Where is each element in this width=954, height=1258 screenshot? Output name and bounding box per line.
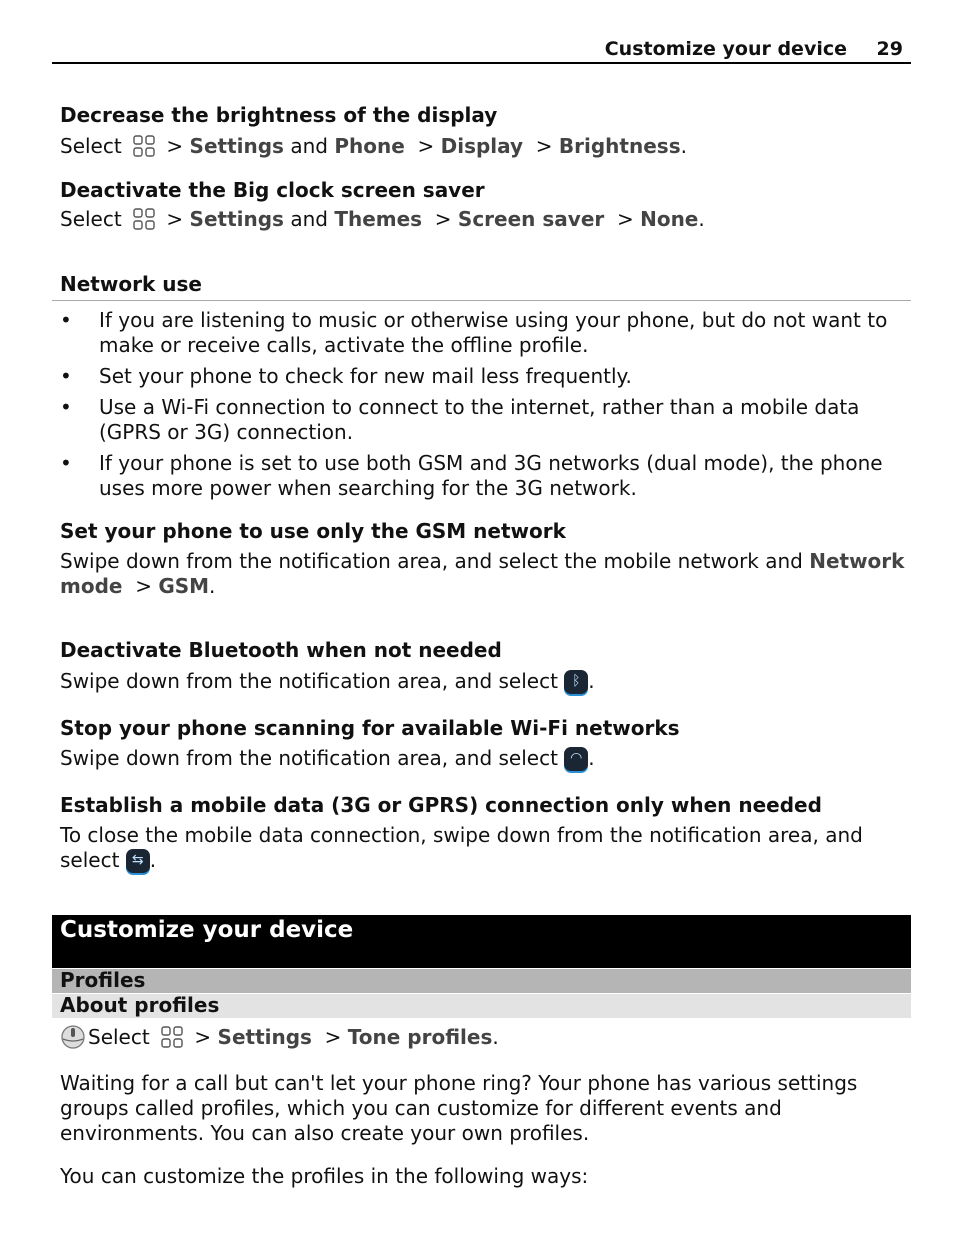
bullet: • [60,308,72,332]
and-word: and [290,207,328,231]
select-word: Select [60,134,122,158]
brightness-heading: Decrease the brightness of the display [60,103,498,127]
mobile-data-heading: Establish a mobile data (3G or GPRS) connection only when needed [60,793,822,817]
period: . [588,746,595,770]
mobile-data-instruction [60,823,910,873]
gsm-instruction [60,549,910,599]
profiles-paragraph-2: You can customize the profiles in the following ways: [60,1164,589,1188]
wifi-section [60,716,910,771]
list-item [60,364,906,389]
settings-term: Settings [189,134,284,158]
sep: > [166,134,184,158]
menu-icon [160,1025,184,1049]
bigclock-heading: Deactivate the Big clock screen saver [60,178,485,202]
section-divider [52,300,911,301]
sep: > [417,134,435,158]
and-word: and [290,134,328,158]
sep: > [166,207,184,231]
gsm-text: Swipe down from the notification area, and select the mobile network and [60,549,803,573]
subsection-title-bar [52,994,911,1018]
bluetooth-text: Swipe down from the notification area, and select [60,669,558,693]
list-item-text: If your phone is set to use both GSM and 3G networks (dual mode), the phone uses more power when searching for the 3G network. [99,451,883,500]
phone-term: Phone [334,134,405,158]
mobile-data-icon: ⇆ [126,849,150,873]
mobile-data-section [60,793,910,873]
section-title-bar [52,969,911,993]
bluetooth-instruction [60,669,910,694]
gsm-section [60,519,910,599]
brightness-section [60,103,910,159]
sep: > [434,207,452,231]
profiles-instruction [60,1024,910,1050]
page-header [52,36,911,64]
themes-term: Themes [334,207,423,231]
gsm-term: GSM [158,574,210,598]
bullet: • [60,451,72,475]
period: . [680,134,687,158]
list-item [60,395,906,445]
select-word: Select [60,207,122,231]
select-word: Select [88,1025,150,1049]
bigclock-section [60,178,910,232]
gsm-heading: Set your phone to use only the GSM network [60,519,566,543]
section-title: Profiles [60,968,146,992]
sep: > [324,1025,342,1049]
brightness-instruction [60,134,910,159]
wifi-icon: ◠ [564,747,588,771]
page-number: 29 [876,38,903,60]
sep: > [135,574,152,598]
bigclock-instruction [60,207,910,232]
list-item-text: Set your phone to check for new mail less frequently. [99,364,632,388]
chapter-title-bar [52,915,911,968]
bluetooth-heading: Deactivate Bluetooth when not needed [60,638,502,662]
bullet: • [60,364,72,388]
network-tips-list [60,308,906,507]
list-item [60,308,906,358]
period: . [698,207,705,231]
list-item-text: If you are listening to music or otherwise using your phone, but do not want to make or receive calls, activate the offline profile. [99,308,888,357]
menu-icon [132,207,156,231]
settings-term: Settings [217,1025,312,1049]
tone-profiles-icon [60,1024,86,1050]
sep: > [616,207,634,231]
subsection-title: About profiles [60,993,220,1017]
network-mode-term: Network mode [60,549,905,598]
mobile-data-text: To close the mobile data connection, swipe down from the notification area, and select [60,823,863,872]
tone-profiles-term: Tone profiles [347,1025,493,1049]
wifi-heading: Stop your phone scanning for available Wi-Fi networks [60,716,680,740]
display-term: Display [440,134,524,158]
list-item [60,451,906,501]
profiles-paragraph-1: Waiting for a call but can't let your phone ring? Your phone has various settings groups called profiles, which you can customize for different events and environments. You can also create your own profiles. [60,1071,858,1145]
list-item-text: Use a Wi-Fi connection to connect to the internet, rather than a mobile data (GPRS or 3G) connection. [99,395,860,444]
menu-icon [132,134,156,158]
header-title: Customize your device [604,38,847,60]
brightness-term: Brightness [558,134,681,158]
sep: > [535,134,553,158]
bluetooth-section [60,638,910,694]
settings-term: Settings [189,207,284,231]
screen-saver-term: Screen saver [457,207,605,231]
bullet: • [60,395,72,419]
none-term: None [640,207,699,231]
period: . [492,1025,499,1049]
wifi-text: Swipe down from the notification area, and select [60,746,558,770]
bluetooth-icon: ᛒ [564,670,588,694]
period: . [588,669,595,693]
period: . [149,848,157,872]
chapter-title: Customize your device [60,917,354,943]
period: . [209,574,216,598]
wifi-instruction [60,746,910,771]
network-use-title: Network use [60,272,202,296]
sep: > [194,1025,212,1049]
